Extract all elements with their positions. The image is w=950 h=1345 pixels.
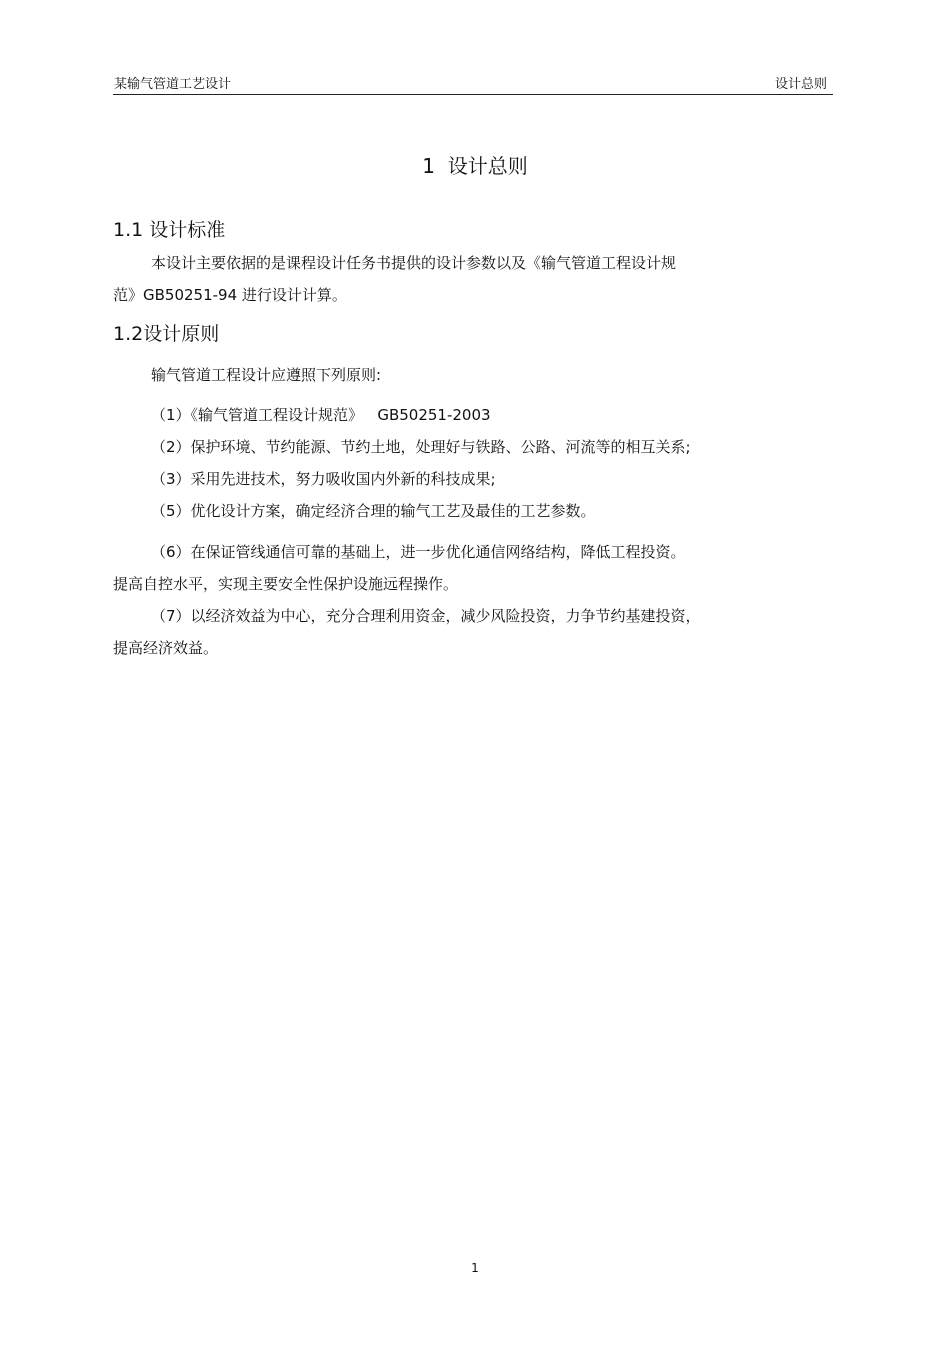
paragraph-standard-line-1: 本设计主要依据的是课程设计任务书提供的设计参数以及《输气管道工程设计规 (151, 254, 677, 272)
section-heading-design-principles: 1.2设计原则 (113, 323, 220, 345)
page-header (113, 76, 833, 95)
header-document-title: 某输气管道工艺设计 (114, 77, 232, 92)
list-item-6-line-1: （6）在保证管线通信可靠的基础上，进一步优化通信网络结构，降低工程投资。 (151, 543, 686, 561)
section-heading-design-standard: 1.1 设计标准 (113, 219, 226, 241)
header-chapter-title: 设计总则 (774, 77, 827, 92)
list-item-7-line-1: （7）以经济效益为中心，充分合理利用资金，减少风险投资，力争节约基建投资， (151, 607, 701, 625)
list-item-6-line-2: 提高自控水平，实现主要安全性保护设施远程操作。 (113, 575, 459, 593)
list-item: （1）《输气管道工程设计规范》 GB50251-2003 (151, 406, 491, 424)
chapter-title: 1 设计总则 (422, 154, 528, 178)
list-item: （3）采用先进技术，努力吸收国内外新的科技成果; (151, 470, 496, 488)
paragraph-principles-intro: 输气管道工程设计应遵照下列原则: (151, 366, 382, 384)
list-item: （2）保护环境、节约能源、节约土地，处理好与铁路、公路、河流等的相互关系; (151, 438, 691, 456)
page-number: 1 (471, 1261, 479, 1275)
paragraph-standard-line-2: 范》GB50251-94 进行设计计算。 (113, 286, 347, 304)
list-item: （5）优化设计方案，确定经济合理的输气工艺及最佳的工艺参数。 (151, 502, 596, 520)
list-item-7-line-2: 提高经济效益。 (113, 639, 219, 657)
